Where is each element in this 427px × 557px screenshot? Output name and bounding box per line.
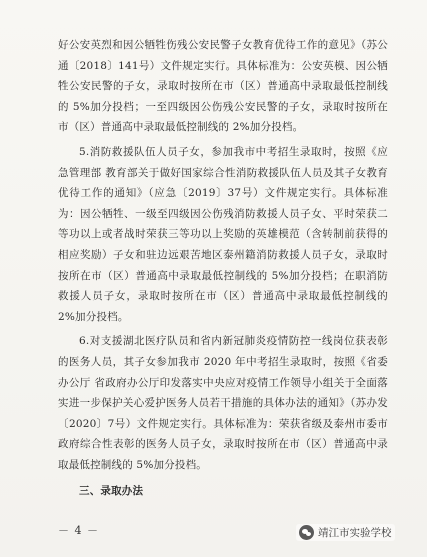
watermark-text: 靖江市实验学校 bbox=[318, 527, 392, 539]
source-watermark bbox=[296, 524, 395, 541]
paragraph-police-children: 好公安英烈和因公牺牲伤残公安民警子女教育优待工作的意见》（苏公通〔2018〕141号）文件规定实行。具体标准为：公安英模、因公牺牲公安民警的子女，录取时按所在市（区）普通高中录取最低控制线的 5%加分投档；一至四级因公伤残公安民警的子女，录取时按所在市（区）普通高中录取最低控制线的 2%加分投档。 bbox=[58, 39, 388, 134]
document-body bbox=[58, 35, 388, 502]
section-heading: 三、录取办法 bbox=[79, 485, 144, 498]
wechat-icon bbox=[299, 525, 314, 540]
paragraph-medical-staff-children: 6.对支援湖北医疗队员和省内新冠肺炎疫情防控一线岗位获表彰的医务人员，其子女参加我市 2020 年中考招生录取时，按照《省委办公厅 省政府办公厅印发落实中央应对疫情工作领导小组关于全面落实进一步保护关心爱护医务人员若干措施的具体办法的通知》（苏办发〔2020〕7号）文件规定实行。具体标准为：荣获省级及泰州市委市政府综合性表彰的医务人员子女，录取时按所在市（区）普通高中录取最低控制线的 5%加分投档。 bbox=[58, 335, 388, 471]
paragraph-fire-rescue-children: 5.消防救援队伍人员子女，参加我市中考招生录取时，按照《应急管理部 教育部关于做好国家综合性消防救援队伍人员及其子女教育优待工作的通知》（应急〔2019〕37号）文件规定实行。具体标准为：因公牺牲、一级至四级因公伤残消防救援人员子女、平时荣获二等功以上或者战时荣获三等功以上奖励的英雄模范（含转制前获得的相应奖励）子女和驻边远艰苦地区泰州籍消防救援人员子女，录取时按所在市（区）普通高中录取最低控制线的 5%加分投档；在职消防救援人员子女，录取时按所在市（区）普通高中录取最低控制线的 2%加分投档。 bbox=[58, 145, 388, 323]
page-number: － 4 － bbox=[58, 524, 99, 537]
